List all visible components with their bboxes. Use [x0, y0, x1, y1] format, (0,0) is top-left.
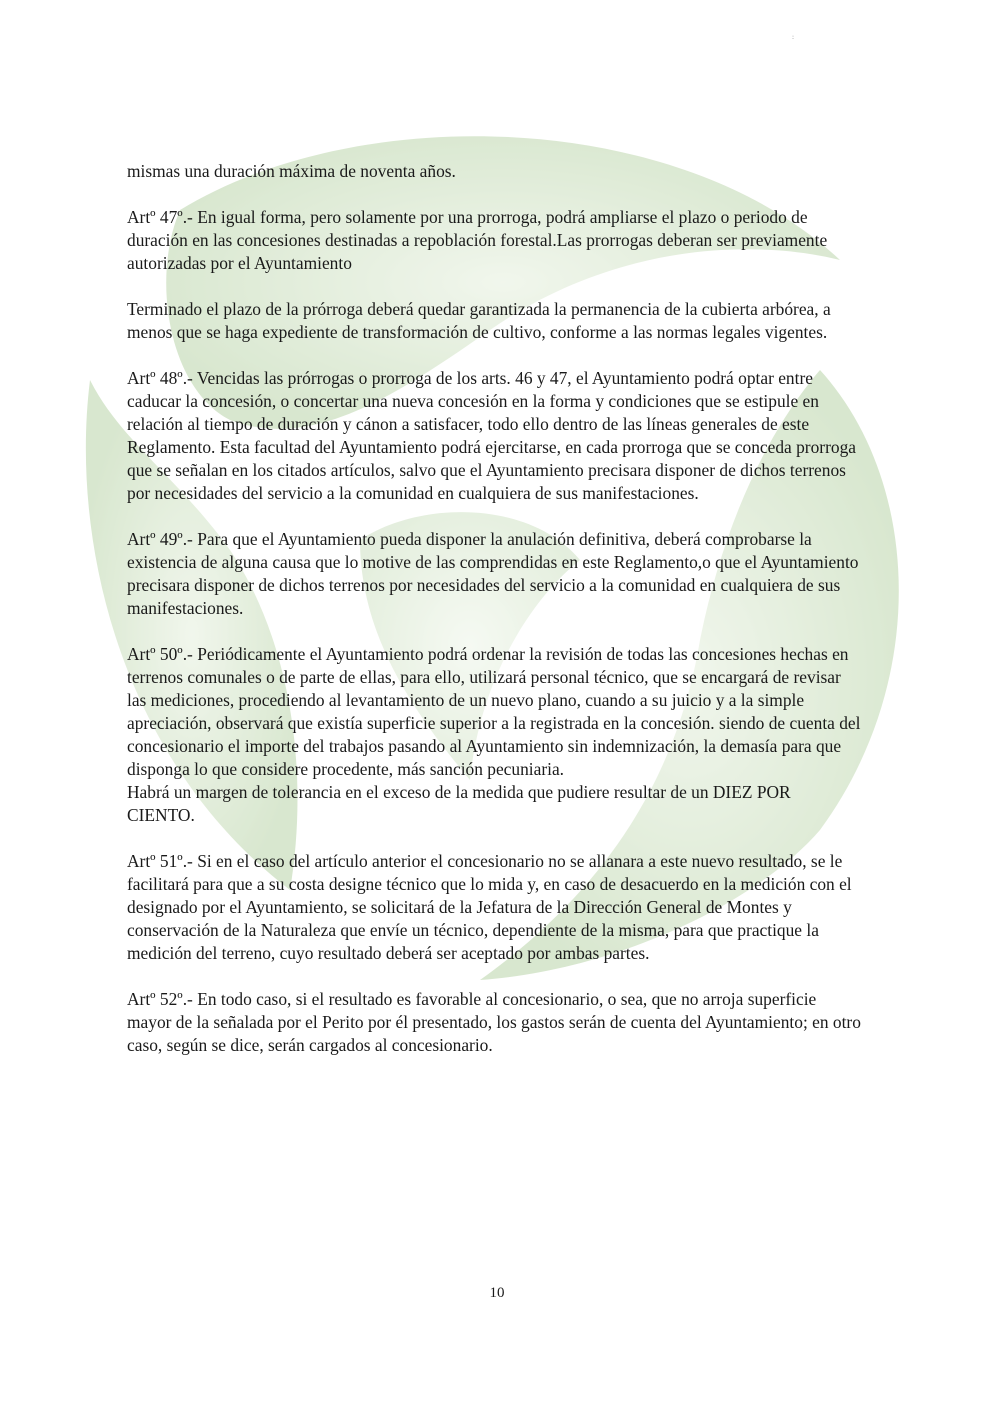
- paragraph-art-51: Artº 51º.- Si en el caso del artículo anterior el concesionario no se allanara a este nuevo resultado, se le facilitará para que a su costa designe técnico que lo mida y, en caso de desacuerdo en la medición con el designado por el Ayuntamiento, se solicitará de la Jefatura de la Dirección General de Montes y conservación de la Naturaleza que envíe un técnico, dependiente de la misma, para que practique la medición del terreno, cuyo resultado deberá ser aceptado por ambas partes.: [127, 851, 852, 963]
- paragraph-continuation: mismas una duración máxima de noventa años.: [127, 161, 456, 181]
- corner-mark: :: [792, 34, 795, 41]
- paragraph-art-52: Artº 52º.- En todo caso, si el resultado es favorable al concesionario, o sea, que no arroja superficie mayor de la señalada por el Perito por él presentado, los gastos serán de cuenta del Ayuntamiento; en otro caso, según se dice, serán cargados al concesionario.: [127, 989, 861, 1055]
- paragraph-art-47-cont: Terminado el plazo de la prórroga deberá quedar garantizada la permanencia de la cubierta arbórea, a menos que se haga expediente de transformación de cultivo, conforme a las normas legales vigentes.: [127, 299, 831, 342]
- page-number: 10: [489, 1285, 505, 1301]
- paragraph-art-49: Artº 49º.- Para que el Ayuntamiento pueda disponer la anulación definitiva, deberá comprobarse la existencia de alguna causa que lo motive de las comprendidas en este Reglamento,o que el Ayuntamiento precisara disponer de dichos terrenos por necesidades del servicio a la comunidad en cualquiera de sus manifestaciones.: [127, 529, 859, 618]
- paragraph-art-50-tolerance: Habrá un margen de tolerancia en el exceso de la medida que pudiere resultar de un DIEZ POR CIENTO.: [127, 782, 791, 825]
- paragraph-art-47: Artº 47º.- En igual forma, pero solamente por una prorroga, podrá ampliarse el plazo o periodo de duración en las concesiones destinadas a repoblación forestal.Las prorrogas deberan ser previamente autorizadas por el Ayuntamiento: [127, 207, 828, 273]
- paragraph-art-50: Artº 50º.- Periódicamente el Ayuntamiento podrá ordenar la revisión de todas las concesiones hechas en terrenos comunales o de parte de ellas, para ello, utilizará personal técnico, que se encargará de revisar las mediciones, procediendo al levantamiento de un nuevo plano, cuando a su juicio y a la simple apreciación, observará que existía superficie superior a la registrada en la concesión. siendo de cuenta del concesionario el importe del trabajos pasando al Ayuntamiento sin indemnización, la demasía para que disponga lo que considere procedente, más sanción pecuniaria.: [127, 644, 861, 779]
- document-body: [127, 160, 862, 1080]
- paragraph-art-48: Artº 48º.- Vencidas las prórrogas o prorroga de los arts. 46 y 47, el Ayuntamiento podrá optar entre caducar la concesión, o concertar una nueva concesión en la forma y condiciones que se estipule en relación al tiempo de duración y cánon a satisfacer, todo ello dentro de las líneas generales de este Reglamento. Esta facultad del Ayuntamiento podrá ejercitarse, en cada prorroga que se conceda prorroga que se señalan en los citados artículos, salvo que el Ayuntamiento precisara disponer de dichos terrenos por necesidades del servicio a la comunidad en cualquiera de sus manifestaciones.: [127, 368, 856, 503]
